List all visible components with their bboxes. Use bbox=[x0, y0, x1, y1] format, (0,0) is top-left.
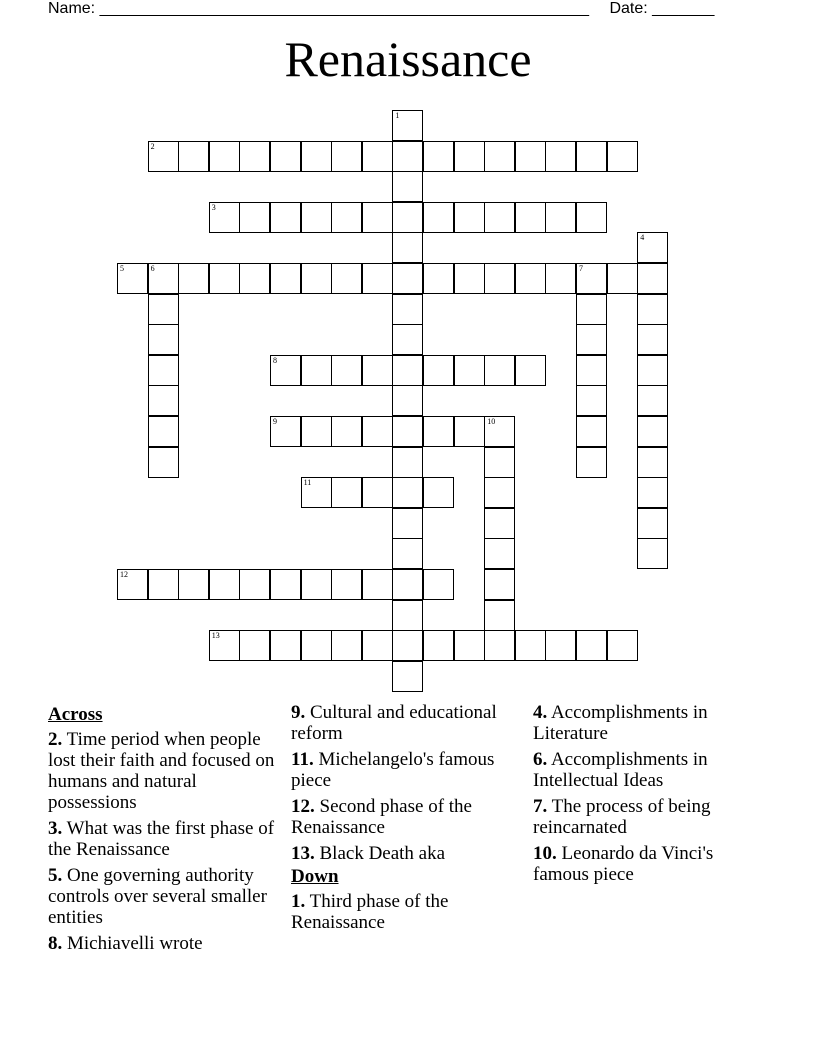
grid-cell[interactable] bbox=[637, 477, 668, 508]
grid-cell[interactable] bbox=[637, 385, 668, 416]
grid-cell[interactable] bbox=[484, 202, 515, 233]
grid-cell[interactable] bbox=[239, 263, 270, 294]
grid-cell[interactable] bbox=[301, 569, 332, 600]
grid-cell[interactable] bbox=[148, 569, 179, 600]
grid-cell[interactable] bbox=[362, 477, 393, 508]
grid-cell[interactable] bbox=[392, 477, 423, 508]
clue-number: 9 bbox=[273, 417, 277, 426]
grid-cell[interactable] bbox=[392, 202, 423, 233]
grid-cell[interactable] bbox=[423, 477, 454, 508]
grid-cell[interactable] bbox=[209, 630, 240, 661]
grid-cell[interactable] bbox=[331, 569, 362, 600]
grid-cell[interactable] bbox=[148, 294, 179, 325]
grid-cell[interactable] bbox=[637, 294, 668, 325]
grid-cell[interactable] bbox=[301, 416, 332, 447]
grid-cell[interactable] bbox=[392, 538, 423, 569]
grid-cell[interactable] bbox=[576, 141, 607, 172]
grid-cell[interactable] bbox=[392, 171, 423, 202]
grid-cell[interactable] bbox=[148, 141, 179, 172]
grid-cell[interactable] bbox=[454, 355, 485, 386]
grid-cell[interactable] bbox=[576, 202, 607, 233]
grid-cell[interactable] bbox=[331, 355, 362, 386]
clue-number: 11 bbox=[303, 478, 312, 488]
grid-cell[interactable] bbox=[637, 355, 668, 386]
grid-cell[interactable] bbox=[454, 416, 485, 447]
clue-down-10: 10. Leonardo da Vinci's famous piece bbox=[533, 843, 714, 885]
grid-cell[interactable] bbox=[392, 447, 423, 478]
clue-number: 2 bbox=[150, 141, 155, 151]
grid-cell[interactable] bbox=[392, 294, 423, 325]
grid-cell[interactable] bbox=[209, 263, 240, 294]
grid-cell[interactable] bbox=[454, 202, 485, 233]
grid-cell[interactable] bbox=[637, 324, 668, 355]
grid-cell[interactable] bbox=[239, 569, 270, 600]
grid-cell[interactable] bbox=[270, 202, 301, 233]
grid-cell[interactable] bbox=[331, 202, 362, 233]
clue-number: 3 bbox=[211, 202, 216, 212]
date-field[interactable]: Date: _______ bbox=[609, 0, 715, 17]
grid-cell[interactable] bbox=[454, 263, 485, 294]
page-title: Renaissance bbox=[284, 31, 532, 87]
grid-cell[interactable] bbox=[209, 569, 240, 600]
grid-cell[interactable] bbox=[392, 661, 423, 692]
grid-cell[interactable] bbox=[301, 141, 332, 172]
grid-cell[interactable] bbox=[576, 355, 607, 386]
grid-cell[interactable] bbox=[637, 538, 668, 569]
grid-cell[interactable] bbox=[362, 263, 393, 294]
grid-cell[interactable] bbox=[515, 202, 546, 233]
grid-cell[interactable] bbox=[301, 630, 332, 661]
grid-cell[interactable] bbox=[637, 447, 668, 478]
grid-cell[interactable] bbox=[148, 355, 179, 386]
grid-cell[interactable] bbox=[484, 630, 515, 661]
clue-number: 13 bbox=[211, 631, 220, 641]
grid-cell[interactable] bbox=[178, 569, 209, 600]
clue-across-3: 3. What was the first phase of the Renaissance bbox=[48, 818, 275, 860]
grid-cell[interactable] bbox=[362, 569, 393, 600]
clue-down-4: 4. Accomplishments in Literature bbox=[533, 702, 708, 744]
grid-cell[interactable] bbox=[392, 600, 423, 631]
grid-cell[interactable] bbox=[270, 141, 301, 172]
grid-cell[interactable] bbox=[484, 508, 515, 539]
clue-down-6: 6. Accomplishments in Intellectual Ideas bbox=[533, 749, 708, 791]
grid-cell[interactable] bbox=[423, 630, 454, 661]
grid-cell[interactable] bbox=[270, 569, 301, 600]
grid-cell[interactable] bbox=[515, 141, 546, 172]
clue-number: 6 bbox=[150, 264, 155, 273]
grid-cell[interactable] bbox=[423, 263, 454, 294]
grid-cell[interactable] bbox=[301, 355, 332, 386]
name-field[interactable]: Name: _______________________________________________________ bbox=[48, 0, 589, 17]
grid-cell[interactable] bbox=[484, 477, 515, 508]
clues-column-1 bbox=[48, 702, 278, 959]
clue-number: 12 bbox=[120, 570, 128, 579]
grid-cell[interactable] bbox=[454, 141, 485, 172]
grid-cell[interactable] bbox=[392, 232, 423, 263]
grid-cell[interactable] bbox=[637, 508, 668, 539]
grid-cell[interactable] bbox=[362, 416, 393, 447]
grid-cell[interactable] bbox=[392, 569, 423, 600]
clue-across-12: 12. Second phase of the Renaissance bbox=[291, 796, 472, 838]
grid-cell[interactable] bbox=[270, 355, 301, 386]
grid-cell[interactable] bbox=[637, 263, 668, 294]
clue-number: 4 bbox=[640, 233, 645, 243]
grid-cell[interactable] bbox=[637, 416, 668, 447]
grid-cell[interactable] bbox=[484, 141, 515, 172]
grid-cell[interactable] bbox=[576, 324, 607, 355]
grid-cell[interactable] bbox=[331, 416, 362, 447]
grid-cell[interactable] bbox=[117, 263, 148, 294]
across-heading: Across bbox=[48, 704, 103, 725]
grid-cell[interactable] bbox=[270, 630, 301, 661]
clue-number: 10 bbox=[487, 417, 496, 426]
grid-cell[interactable] bbox=[607, 263, 638, 294]
grid-cell[interactable] bbox=[515, 355, 546, 386]
grid-cell[interactable] bbox=[331, 477, 362, 508]
grid-cell[interactable] bbox=[515, 630, 546, 661]
clue-number: 1 bbox=[395, 111, 400, 120]
grid-cell[interactable] bbox=[148, 447, 179, 478]
grid-cell[interactable] bbox=[301, 202, 332, 233]
clue-down-1: 1. Third phase of the Renaissance bbox=[291, 891, 449, 933]
grid-cell[interactable] bbox=[423, 416, 454, 447]
grid-cell[interactable] bbox=[484, 416, 515, 447]
grid-cell[interactable] bbox=[331, 263, 362, 294]
grid-cell[interactable] bbox=[484, 447, 515, 478]
grid-cell[interactable] bbox=[239, 202, 270, 233]
grid-cell[interactable] bbox=[576, 416, 607, 447]
grid-cell[interactable] bbox=[484, 569, 515, 600]
grid-cell[interactable] bbox=[515, 263, 546, 294]
clue-number: 8 bbox=[273, 355, 277, 365]
grid-cell[interactable] bbox=[392, 630, 423, 661]
grid-cell[interactable] bbox=[301, 477, 332, 508]
grid-cell[interactable] bbox=[392, 324, 423, 355]
grid-cell[interactable] bbox=[576, 630, 607, 661]
grid-cell[interactable] bbox=[392, 508, 423, 539]
clue-down-7: 7. The process of being reincarnated bbox=[533, 796, 711, 838]
grid-cell[interactable] bbox=[607, 630, 638, 661]
clues-column-3 bbox=[533, 702, 753, 890]
grid-cell[interactable] bbox=[362, 630, 393, 661]
grid-cell[interactable] bbox=[423, 355, 454, 386]
grid-cell[interactable] bbox=[484, 600, 515, 631]
grid-cell[interactable] bbox=[148, 324, 179, 355]
grid-cell[interactable] bbox=[392, 110, 423, 141]
grid-cell[interactable] bbox=[331, 141, 362, 172]
grid-cell[interactable] bbox=[301, 263, 332, 294]
grid-cell[interactable] bbox=[545, 263, 576, 294]
grid-cell[interactable] bbox=[576, 263, 607, 294]
grid-cell[interactable] bbox=[362, 141, 393, 172]
grid-cell[interactable] bbox=[392, 141, 423, 172]
clue-across-13: 13. Black Death aka bbox=[291, 843, 446, 864]
grid-cell[interactable] bbox=[576, 294, 607, 325]
clue-across-5: 5. One governing authority controls over several smaller entities bbox=[48, 865, 267, 928]
grid-cell[interactable] bbox=[239, 630, 270, 661]
grid-cell[interactable] bbox=[423, 202, 454, 233]
grid-cell[interactable] bbox=[392, 385, 423, 416]
grid-cell[interactable] bbox=[545, 202, 576, 233]
grid-cell[interactable] bbox=[392, 263, 423, 294]
grid-cell[interactable] bbox=[607, 141, 638, 172]
grid-cell[interactable] bbox=[148, 416, 179, 447]
grid-cell[interactable] bbox=[239, 141, 270, 172]
grid-cell[interactable] bbox=[454, 630, 485, 661]
clue-number: 5 bbox=[120, 264, 124, 273]
grid-cell[interactable] bbox=[484, 538, 515, 569]
grid-cell[interactable] bbox=[576, 385, 607, 416]
down-heading: Down bbox=[291, 866, 339, 887]
grid-cell[interactable] bbox=[209, 202, 240, 233]
grid-cell[interactable] bbox=[270, 263, 301, 294]
grid-cell[interactable] bbox=[362, 355, 393, 386]
grid-cell[interactable] bbox=[484, 263, 515, 294]
grid-cell[interactable] bbox=[576, 447, 607, 478]
grid-cell[interactable] bbox=[148, 263, 179, 294]
clue-across-11: 11. Michelangelo's famous piece bbox=[291, 749, 495, 791]
grid-cell[interactable] bbox=[637, 232, 668, 263]
grid-cell[interactable] bbox=[484, 355, 515, 386]
clue-across-9: 9. Cultural and educational reform bbox=[291, 702, 497, 744]
grid-cell[interactable] bbox=[392, 416, 423, 447]
clue-across-2: 2. Time period when people lost their faith and focused on humans and natural possessions bbox=[48, 729, 275, 813]
clues-column-2 bbox=[291, 702, 516, 938]
grid-cell[interactable] bbox=[178, 263, 209, 294]
clue-across-8: 8. Michiavelli wrote bbox=[48, 933, 203, 954]
grid-cell[interactable] bbox=[545, 141, 576, 172]
clue-number: 7 bbox=[579, 264, 583, 273]
grid-cell[interactable] bbox=[362, 202, 393, 233]
grid-cell[interactable] bbox=[545, 630, 576, 661]
grid-cell[interactable] bbox=[209, 141, 240, 172]
grid-cell[interactable] bbox=[148, 385, 179, 416]
grid-cell[interactable] bbox=[331, 630, 362, 661]
grid-cell[interactable] bbox=[423, 569, 454, 600]
grid-cell[interactable] bbox=[117, 569, 148, 600]
grid-cell[interactable] bbox=[178, 141, 209, 172]
grid-cell[interactable] bbox=[392, 355, 423, 386]
grid-cell[interactable] bbox=[423, 141, 454, 172]
grid-cell[interactable] bbox=[270, 416, 301, 447]
